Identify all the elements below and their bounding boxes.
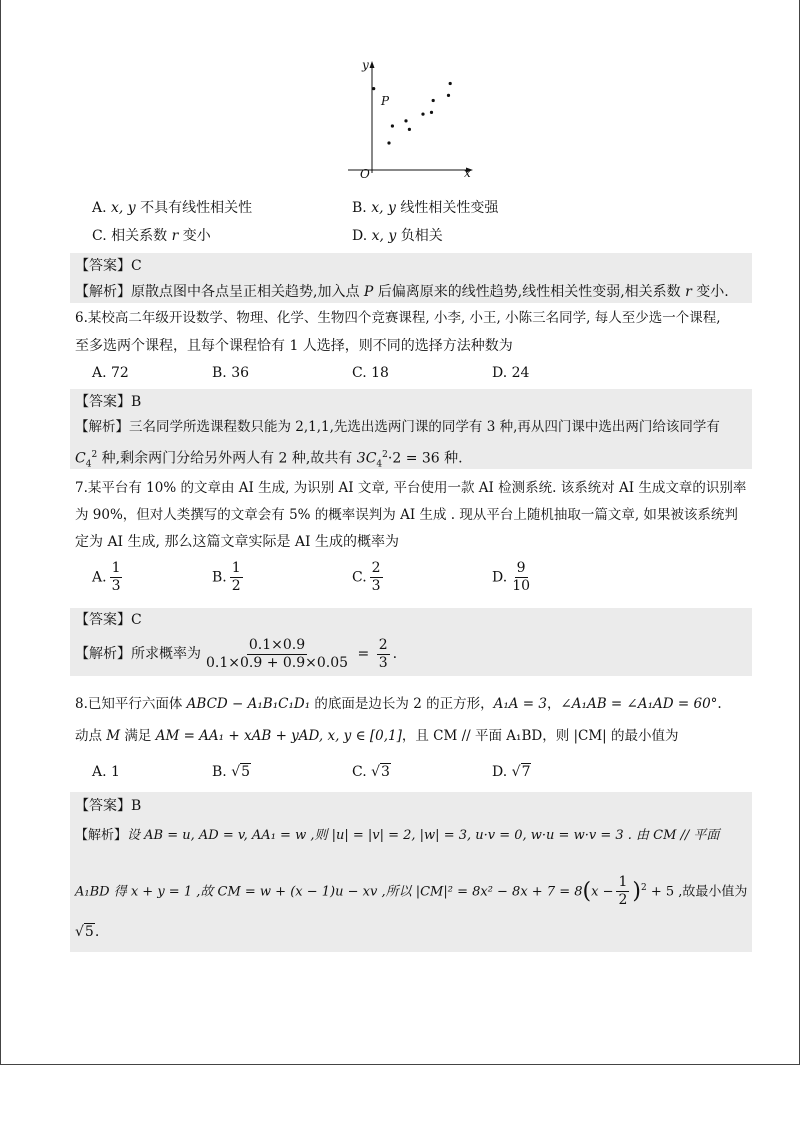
scatter-point xyxy=(447,94,450,97)
scatter-point xyxy=(421,113,424,116)
q5-option-d-text: 负相关 xyxy=(396,228,443,244)
stem-text: 的底面是边长为 2 的正方形， xyxy=(310,696,494,712)
option-fraction xyxy=(370,560,383,595)
fraction-numerator: 9 xyxy=(516,560,526,576)
analysis-text: + 5 ,故最小值为 xyxy=(650,884,748,900)
q5-option-c-math: r xyxy=(171,228,179,244)
option-prefix: D. xyxy=(492,764,508,780)
q7-stem-line3: 定为 AI 生成, 那么这篇文章实际是 AI 生成的概率为 xyxy=(75,534,399,550)
q7-option-c[interactable] xyxy=(352,560,386,595)
q7-stem-line2: 为 90%，但对人类撰写的文章会有 5% 的概率误判为 AI 生成 . 现从平台上随机抽取一篇文章, 如果被该系统判 xyxy=(75,507,738,523)
analysis-result-fraction xyxy=(377,637,390,672)
fraction-denominator: 3 xyxy=(371,578,381,594)
point-p xyxy=(372,87,375,90)
q8-option-a[interactable]: A. 1 xyxy=(92,764,120,780)
q5-option-d-prefix: D. xyxy=(352,228,372,244)
q5-option-b-prefix: B. xyxy=(352,200,372,216)
stem-math: AM = AA₁ + xAB + yAD, x, y ∈ [0,1] xyxy=(155,728,402,744)
q8-option-b[interactable] xyxy=(212,762,251,782)
scatter-point xyxy=(408,128,411,131)
analysis-math: P xyxy=(363,284,374,300)
square-sup: 2 xyxy=(641,883,647,893)
sqrt-symbol: √5 xyxy=(75,924,94,940)
option-fraction xyxy=(230,560,243,595)
sqrt-symbol: √7 xyxy=(511,764,531,780)
q6-option-b[interactable]: B. 36 xyxy=(212,365,250,381)
analysis-text: 三名同学所选课程数只能为 2,1,1,先选出选两门课的同学有 3 种,再从四门课中选出两门给该同学有 xyxy=(129,419,720,435)
analysis-fraction xyxy=(204,637,350,672)
stem-text: . xyxy=(717,696,722,712)
q5-option-b[interactable] xyxy=(352,198,498,218)
analysis-text: 后偏离原来的线性趋势,线性相关性变弱,相关系数 xyxy=(373,284,686,300)
analysis-tag: 【解析】 xyxy=(75,646,131,662)
answer-tag: 【答案】 xyxy=(75,798,131,814)
q7-option-b[interactable] xyxy=(212,560,246,595)
q5-option-a-prefix: A. xyxy=(92,200,112,216)
analysis-math: = xyxy=(353,646,374,662)
fraction-denominator: 3 xyxy=(111,578,121,594)
stem-text: ，且 CM // 平面 A₁BD，则 |CM| 的最小值为 xyxy=(401,728,679,744)
q7-answer xyxy=(75,610,142,630)
scatter-point xyxy=(432,99,435,102)
analysis-text: . xyxy=(94,924,100,940)
q5-option-d[interactable] xyxy=(352,226,443,246)
q7-stem-line1: 7.某平台有 10% 的文章由 AI 生成, 为识别 AI 文章, 平台使用一款 AI 检测系统. 该系统对 AI 生成文章的识别率 xyxy=(75,480,747,496)
analysis-math-sup: 2 xyxy=(382,450,388,460)
x-axis-label: x xyxy=(464,166,471,180)
fraction-numerator: 0.1×0.9 xyxy=(248,636,306,653)
point-p-label: P xyxy=(381,94,390,108)
analysis-math-sub: 4 xyxy=(376,459,383,470)
analysis-text: . xyxy=(392,646,398,662)
origin-label: O xyxy=(360,167,370,181)
sqrt-radicand: 3 xyxy=(381,764,390,780)
analysis-text: 所求概率为 xyxy=(131,646,201,662)
q7-analysis xyxy=(75,636,397,672)
option-fraction xyxy=(510,560,532,595)
option-prefix: D. xyxy=(492,569,508,586)
fraction-denominator: 0.1×0.9 + 0.9×0.05 xyxy=(206,654,349,671)
sqrt-symbol: √3 xyxy=(371,764,390,780)
q6-analysis-line2 xyxy=(75,445,463,474)
answer-value: C xyxy=(131,258,142,274)
scatter-point xyxy=(387,141,390,144)
analysis-fraction xyxy=(616,874,629,909)
q8-answer xyxy=(75,796,141,816)
q8-option-d[interactable] xyxy=(492,762,531,782)
fraction-denominator: 3 xyxy=(378,654,388,671)
stem-text: 8.已知平行六面体 xyxy=(75,696,187,712)
fraction-numerator: 1 xyxy=(618,874,628,891)
stem-math: M xyxy=(106,728,121,744)
fraction-denominator: 2 xyxy=(618,892,628,909)
q6-stem-line1: 6.某校高二年级开设数学、物理、化学、生物四个竞赛课程, 小李, 小王, 小陈三名同学, 每人至少选一个课程, xyxy=(75,310,721,326)
scatter-point xyxy=(391,124,394,127)
option-prefix: A. xyxy=(92,569,107,586)
scatter-points xyxy=(372,82,452,145)
q8-analysis-line1 xyxy=(75,826,719,846)
analysis-tag: 【解析】 xyxy=(75,419,129,435)
analysis-math-sup: 2 xyxy=(91,450,98,460)
q6-answer xyxy=(75,392,141,412)
q7-option-a[interactable] xyxy=(92,560,125,595)
option-prefix: C. xyxy=(352,569,367,586)
q6-option-c[interactable]: C. 18 xyxy=(352,365,389,381)
fraction-denominator: 10 xyxy=(512,578,531,594)
q8-analysis-line3 xyxy=(75,922,99,942)
q8-option-c[interactable] xyxy=(352,762,391,782)
answer-tag: 【答案】 xyxy=(75,612,131,628)
fraction-numerator: 1 xyxy=(231,560,241,576)
option-prefix: B. xyxy=(212,569,227,586)
answer-value: C xyxy=(131,612,142,628)
option-prefix: C. xyxy=(352,764,367,780)
analysis-text: 种. xyxy=(439,450,463,467)
stem-math: A₁A = 3 xyxy=(493,696,547,712)
answer-tag: 【答案】 xyxy=(75,258,131,274)
y-axis-label: y xyxy=(362,58,369,72)
paren-close: ) xyxy=(632,878,641,904)
stem-math: ABCD − A₁B₁C₁D₁ xyxy=(186,696,311,712)
analysis-text: 变小. xyxy=(691,284,729,300)
analysis-math: 3C xyxy=(356,450,377,467)
paren-open: ( xyxy=(582,878,592,904)
analysis-text: 原散点图中各点呈正相关趋势,加入点 xyxy=(131,284,364,300)
option-prefix: B. xyxy=(212,764,227,780)
stem-math: ∠A₁AB = ∠A₁AD = 60° xyxy=(560,696,718,712)
q7-option-d[interactable] xyxy=(492,560,535,595)
scatter-point xyxy=(404,119,407,122)
analysis-math-x: x − xyxy=(591,884,614,900)
q6-option-a[interactable]: A. 72 xyxy=(92,365,129,381)
analysis-tag: 【解析】 xyxy=(75,284,131,300)
option-fraction xyxy=(110,560,123,595)
q5-option-c-prefix: C. 相关系数 xyxy=(92,228,172,244)
q6-option-d[interactable]: D. 24 xyxy=(492,365,530,381)
analysis-math: C xyxy=(75,450,86,467)
scatter-point xyxy=(449,82,452,85)
stem-text: ， xyxy=(547,696,561,712)
q5-option-c[interactable] xyxy=(92,226,211,246)
scatter-point xyxy=(430,111,433,114)
q5-answer xyxy=(75,256,142,276)
q5-option-a-math: x, y xyxy=(111,200,136,216)
analysis-math: 设 AB = u, AD = v, AA₁ = w ,则 |u| = |v| = 2, |w| = 3, u·v = 0, w·u = w·v = 3 . 由 CM // 平面 xyxy=(127,828,720,843)
answer-value: B xyxy=(131,394,142,410)
sqrt-radicand: 5 xyxy=(84,924,94,940)
q5-option-a-text: 不具有线性相关性 xyxy=(135,200,253,216)
q6-analysis-line1 xyxy=(75,417,720,437)
analysis-text: 种,剩余两门分给另外两人有 2 种,故共有 xyxy=(97,450,357,467)
sqrt-radicand: 5 xyxy=(241,764,251,780)
answer-tag: 【答案】 xyxy=(75,394,131,410)
analysis-math: r xyxy=(685,284,692,300)
q8-stem-line1 xyxy=(75,694,722,714)
q8-analysis-line2 xyxy=(75,868,747,912)
fraction-numerator: 2 xyxy=(378,636,388,653)
fraction-numerator: 1 xyxy=(111,560,121,576)
fraction-numerator: 2 xyxy=(371,560,381,576)
q5-analysis xyxy=(75,282,729,302)
analysis-math: ·2 = 36 xyxy=(387,450,440,467)
q5-option-b-text: 线性相关性变强 xyxy=(395,200,499,216)
sqrt-symbol: √5 xyxy=(231,764,251,780)
scatter-plot xyxy=(330,58,480,188)
q5-option-b-math: x, y xyxy=(371,200,396,216)
answer-value: B xyxy=(131,798,142,814)
q5-option-d-math: x, y xyxy=(371,228,397,244)
sqrt-radicand: 7 xyxy=(521,764,531,780)
q6-stem-line2: 至多选两个课程，且每个课程恰有 1 人选择，则不同的选择方法种数为 xyxy=(75,338,513,354)
q5-option-a[interactable] xyxy=(92,198,252,218)
analysis-math: A₁BD 得 x + y = 1 ,故 CM = w + (x − 1)u − xv ,所以 |CM|² = 8x² − 8x + 7 = 8 xyxy=(75,884,583,900)
fraction-denominator: 2 xyxy=(231,578,241,594)
stem-text: 动点 xyxy=(75,728,107,744)
analysis-tag: 【解析】 xyxy=(75,828,128,843)
q8-stem-line2 xyxy=(75,726,679,746)
y-axis-arrow xyxy=(370,61,375,68)
analysis-math-sub: 4 xyxy=(85,459,92,470)
q5-option-c-text: 变小 xyxy=(178,228,211,244)
stem-text: 满足 xyxy=(120,728,156,744)
